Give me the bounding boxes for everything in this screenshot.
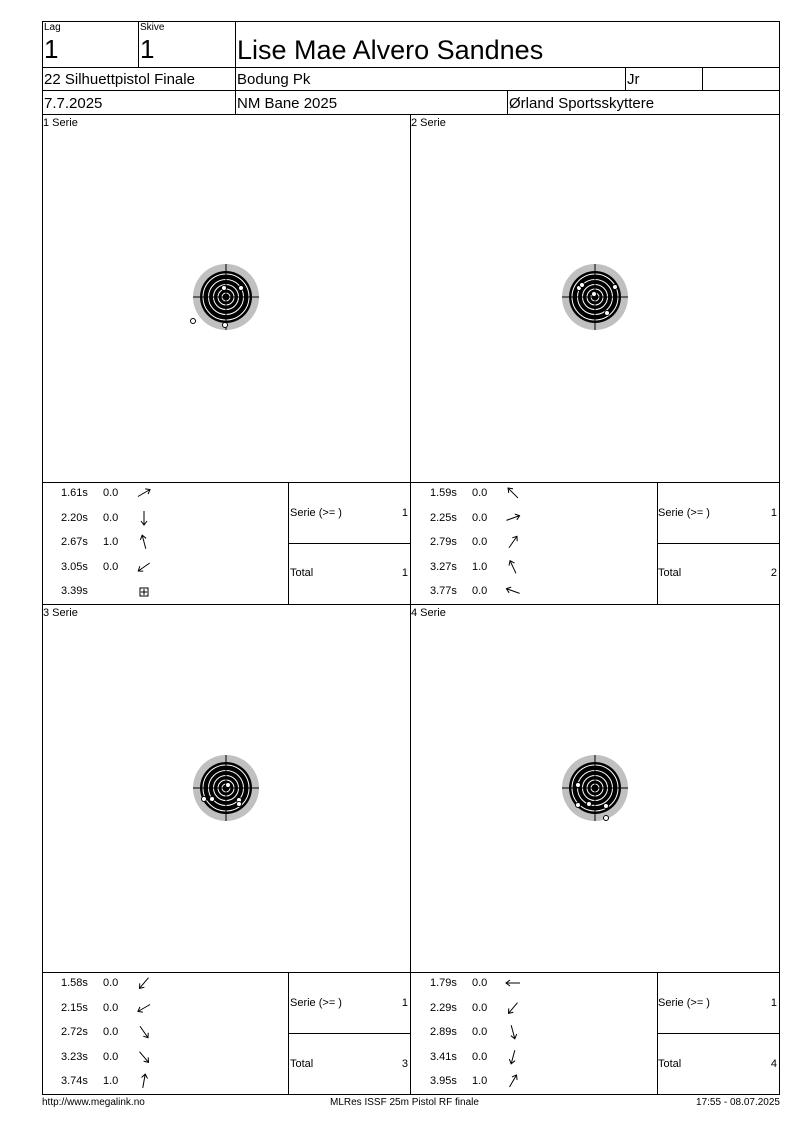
shot-time: 3.23s: [61, 1050, 88, 1063]
direction-arrow-icon: [504, 1072, 522, 1090]
target-icon: [562, 755, 628, 821]
shot-time: 1.61s: [61, 487, 88, 499]
footer-url[interactable]: http://www.megalink.no: [42, 1097, 145, 1108]
shot-score: 1.0: [472, 560, 488, 573]
shot-row: [42, 1026, 282, 1042]
header-divider: [235, 21, 236, 114]
shot-row: [42, 1002, 282, 1018]
shot-row: [411, 1075, 651, 1091]
direction-arrow-icon: [135, 558, 153, 576]
direction-arrow-icon: [504, 974, 522, 992]
series-title: 3 Serie: [43, 607, 78, 619]
serie-value: 1: [401, 997, 408, 1009]
shot-score: 0.0: [472, 1001, 488, 1014]
shot-row: [411, 1051, 651, 1067]
shot-time: 2.72s: [61, 1026, 88, 1038]
shot-row: [411, 487, 651, 503]
target-icon: [562, 264, 628, 330]
shot-score: 0.0: [103, 1050, 119, 1063]
shot-score: 0.0: [103, 560, 119, 573]
weapon: Bodung Pk: [237, 71, 311, 88]
shot-score: 0.0: [103, 511, 119, 524]
direction-arrow-icon: [135, 509, 153, 527]
direction-arrow-icon: [135, 974, 153, 992]
direction-arrow-icon: [504, 509, 522, 527]
shooter-name: Lise Mae Alvero Sandnes: [237, 35, 544, 65]
header-divider: [42, 114, 780, 115]
shot-row: [42, 512, 282, 528]
header-divider: [625, 67, 626, 90]
shot-time: 3.74s: [61, 1075, 88, 1087]
direction-arrow-icon: [504, 582, 522, 600]
serie-label: Serie (>= ): [658, 997, 710, 1009]
direction-arrow-icon: [504, 533, 522, 551]
header-divider: [138, 21, 139, 67]
total-value: 1: [401, 567, 408, 579]
skive-label: Skive: [140, 22, 165, 33]
shot-row: [411, 1002, 651, 1018]
serie-value: 1: [770, 997, 777, 1009]
range-name: NM Bane 2025: [237, 95, 338, 112]
shot-row: [411, 536, 651, 552]
direction-arrow-icon: [135, 484, 153, 502]
direction-arrow-icon: [504, 1023, 522, 1041]
serie-label: Serie (>= ): [290, 997, 342, 1009]
series-title: 2 Serie: [411, 117, 446, 129]
shot-time: 1.59s: [430, 487, 457, 499]
shot-time: 3.41s: [430, 1050, 457, 1063]
shot-time: 3.05s: [61, 560, 88, 573]
skive-value: 1: [140, 34, 155, 64]
serie-label: Serie (>= ): [658, 507, 710, 519]
direction-arrow-icon: [135, 1072, 153, 1090]
serie-value: 1: [770, 507, 777, 519]
competition-date: 7.7.2025: [44, 95, 103, 112]
shot-score: 0.0: [103, 487, 119, 499]
shot-row: [42, 487, 282, 503]
shot-score: 0.0: [472, 1050, 488, 1063]
shot-score: 0.0: [472, 1026, 488, 1038]
shooter-class: Jr: [627, 71, 640, 88]
marker-box-icon: [135, 582, 153, 600]
total-value: 2: [770, 567, 777, 579]
shot-time: 3.27s: [430, 560, 457, 573]
total-label: Total: [658, 1058, 682, 1070]
direction-arrow-icon: [135, 533, 153, 551]
target-icon: [193, 755, 259, 821]
series-divider: [288, 1033, 410, 1034]
shot-score: 1.0: [103, 1075, 119, 1087]
shot-row: [42, 561, 282, 577]
lag-label: Lag: [44, 22, 61, 33]
club-name: Ørland Sportsskyttere: [509, 95, 655, 112]
total-value: 4: [770, 1058, 777, 1070]
shot-time: 2.25s: [430, 511, 457, 524]
total-value: 3: [401, 1058, 408, 1070]
series-title: 4 Serie: [411, 607, 446, 619]
header-divider: [507, 90, 508, 114]
serie-label: Serie (>= ): [290, 507, 342, 519]
shot-row: [42, 1075, 282, 1091]
shot-time: 2.89s: [430, 1026, 457, 1038]
series-divider: [657, 543, 780, 544]
direction-arrow-icon: [504, 484, 522, 502]
header-divider: [42, 67, 780, 68]
shot-time: 1.79s: [430, 977, 457, 989]
header-divider: [702, 67, 703, 90]
direction-arrow-icon: [504, 1048, 522, 1066]
shot-time: 3.95s: [430, 1075, 457, 1087]
shot-time: 2.79s: [430, 536, 457, 548]
shot-row: [411, 561, 651, 577]
footer-timestamp: 17:55 - 08.07.2025: [696, 1097, 780, 1108]
target-icon: [193, 264, 259, 330]
shot-time: 1.58s: [61, 977, 88, 989]
direction-arrow-icon: [135, 1048, 153, 1066]
shot-score: 0.0: [103, 1026, 119, 1038]
shot-row: [411, 512, 651, 528]
shot-row: [42, 1051, 282, 1067]
shot-time: 2.29s: [430, 1001, 457, 1014]
series-divider: [42, 604, 780, 605]
series-divider: [288, 543, 410, 544]
shot-score: 1.0: [472, 1075, 488, 1087]
shot-row: [42, 536, 282, 552]
shot-time: 3.39s: [61, 585, 88, 597]
shot-score: 0.0: [472, 536, 488, 548]
shot-row: [42, 585, 282, 601]
shot-time: 2.15s: [61, 1001, 88, 1014]
shot-score: 0.0: [103, 977, 119, 989]
shot-row: [42, 977, 282, 993]
total-label: Total: [658, 567, 682, 579]
footer-program: MLRes ISSF 25m Pistol RF finale: [330, 1097, 479, 1108]
shot-score: 0.0: [472, 977, 488, 989]
series-divider: [42, 482, 780, 483]
shot-row: [411, 1026, 651, 1042]
lag-value: 1: [44, 34, 59, 64]
shot-time: 2.67s: [61, 536, 88, 548]
total-label: Total: [290, 1058, 314, 1070]
shot-score: 0.0: [472, 585, 488, 597]
direction-arrow-icon: [135, 1023, 153, 1041]
series-divider: [657, 1033, 780, 1034]
series-divider: [42, 972, 780, 973]
shot-score: 0.0: [472, 487, 488, 499]
direction-arrow-icon: [504, 558, 522, 576]
header-divider: [42, 90, 780, 91]
shot-score: 0.0: [472, 511, 488, 524]
shot-score: 0.0: [103, 1001, 119, 1014]
shot-time: 3.77s: [430, 585, 457, 597]
direction-arrow-icon: [135, 999, 153, 1017]
shot-row: [411, 977, 651, 993]
shot-time: 2.20s: [61, 511, 88, 524]
shot-row: [411, 585, 651, 601]
direction-arrow-icon: [504, 999, 522, 1017]
total-label: Total: [290, 567, 314, 579]
discipline: 22 Silhuettpistol Finale: [44, 71, 195, 88]
shot-score: 1.0: [103, 536, 119, 548]
serie-value: 1: [401, 507, 408, 519]
series-title: 1 Serie: [43, 117, 78, 129]
